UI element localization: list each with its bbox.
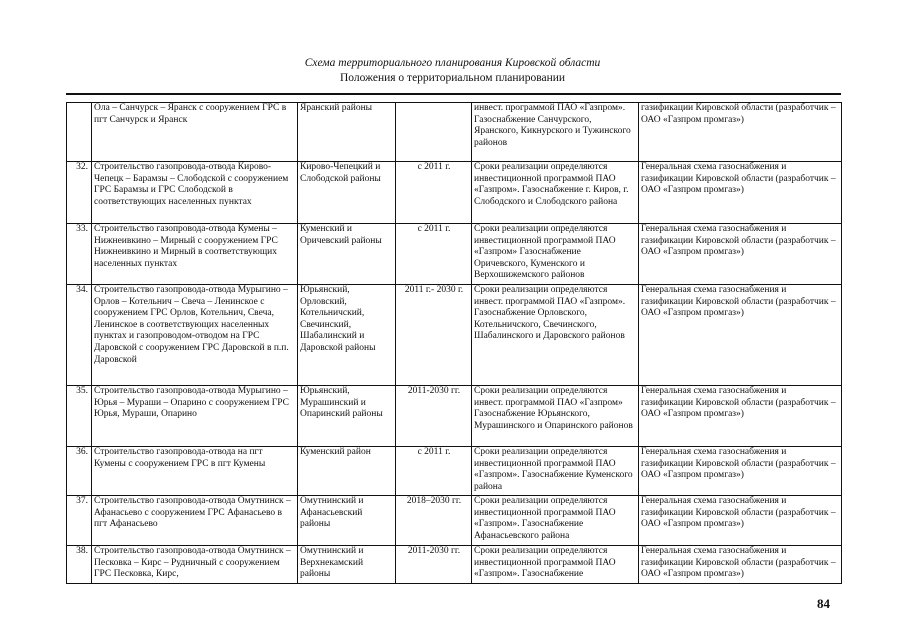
table-row: [67, 546, 842, 584]
row-number: [67, 103, 92, 162]
row-districts: Яранский районы: [298, 103, 396, 162]
row-terms: Сроки реализации определяются инвестиционной программой ПАО «Газпром». Газоснабжение: [472, 546, 639, 584]
row-terms: Сроки реализации определяются инвестиционной программой ПАО «Газпром». Газоснабжение Куменского района: [472, 447, 639, 496]
row-basis: газификации Кировской области (разработчик – ОАО «Газпром промгаз»): [639, 103, 842, 162]
table-row: [67, 224, 842, 285]
row-object: Строительство газопровода-отвода Омутнинск – Афанасьево с сооружением ГРС Афанасьево в пгт Афанасьево: [92, 496, 298, 546]
row-date: с 2011 г.: [396, 224, 472, 285]
document-header: [0, 56, 905, 86]
row-number: 34.: [67, 285, 92, 386]
row-basis: Генеральная схема газоснабжения и газификации Кировской области (разработчик – ОАО «Газпром промгаз»): [639, 546, 842, 584]
row-date: с 2011 г.: [396, 162, 472, 224]
row-districts: Юрьянский, Мурашинский и Опаринский районы: [298, 386, 396, 447]
row-date: с 2011 г.: [396, 447, 472, 496]
row-districts: Куменский район: [298, 447, 396, 496]
row-basis: Генеральная схема газоснабжения и газификации Кировской области (разработчик – ОАО «Газпром промгаз»): [639, 496, 842, 546]
row-districts: Куменский и Оричевский районы: [298, 224, 396, 285]
page-number: 84: [817, 596, 830, 611]
row-basis: Генеральная схема газоснабжения и газификации Кировской области (разработчик – ОАО «Газпром промгаз»): [639, 285, 842, 386]
row-number: 36.: [67, 447, 92, 496]
row-object: Строительство газопровода-отвода Омутнинск – Песковка – Кирс – Рудничный с сооружением ГРС Песковка, Кирс,: [92, 546, 298, 584]
table-row: [67, 103, 842, 162]
table-row: [67, 447, 842, 496]
table-row: [67, 162, 842, 224]
row-terms: Сроки реализации определяются инвестиционной программой ПАО «Газпром» Газоснабжение Оричевского, Куменского и Верхошижемского районов: [472, 224, 639, 285]
row-object: Строительство газопровода-отвода Кумены – Нижнеивкино – Мирный с сооружением ГРС Нижнеивкино и Мирный в соответствующих населенных пунктах: [92, 224, 298, 285]
row-number: 32.: [67, 162, 92, 224]
row-terms: Сроки реализации определяются инвестиционной программой ПАО «Газпром». Газоснабжение г. Киров, г. Слободского и Слободского района: [472, 162, 639, 224]
row-date: 2018–2030 гг.: [396, 496, 472, 546]
row-basis: Генеральная схема газоснабжения и газификации Кировской области (разработчик – ОАО «Газпром промгаз»): [639, 386, 842, 447]
row-districts: Кирово-Чепецкий и Слободской районы: [298, 162, 396, 224]
row-basis: Генеральная схема газоснабжения и газификации Кировской области (разработчик – ОАО «Газпром промгаз»): [639, 162, 842, 224]
row-basis: Генеральная схема газоснабжения и газификации Кировской области (разработчик – ОАО «Газпром промгаз»): [639, 447, 842, 496]
header-rule: [66, 93, 841, 95]
row-districts: Юрьянский, Орловский, Котельничский, Свечинский, Шабалинский и Даровской районы: [298, 285, 396, 386]
row-date: [396, 103, 472, 162]
row-date: 2011 г.- 2030 г.: [396, 285, 472, 386]
row-object: Строительство газопровода-отвода на пгт Кумены с сооружением ГРС в пгт Кумены: [92, 447, 298, 496]
row-date: 2011-2030 гг.: [396, 386, 472, 447]
row-number: 33.: [67, 224, 92, 285]
row-object: Строительство газопровода-отвода Мурыгино – Юрья – Мураши – Опарино с сооружением ГРС Юрья, Мураши, Опарино: [92, 386, 298, 447]
document-title: Схема территориального планирования Кировской области: [304, 57, 601, 69]
table-row: [67, 496, 842, 546]
row-object: Строительство газопровода-отвода Кирово-Чепецк – Барамзы – Слободской с сооружением ГРС Барамзы и ГРС Слободской в соответствующих населенных пунктах: [92, 162, 298, 224]
row-object: Строительство газопровода-отвода Мурыгино – Орлов – Котельнич – Свеча – Ленинское с сооружением ГРС Орлов, Котельнич, Свеча, Ленинское в соответствующих населенных пунктах и газопроводом-отводом на ГРС Даровской с сооружением ГРС Даровской в п.п. Даровской: [92, 285, 298, 386]
row-number: 38.: [67, 546, 92, 584]
row-basis: Генеральная схема газоснабжения и газификации Кировской области (разработчик – ОАО «Газпром промгаз»): [639, 224, 842, 285]
row-number: 35.: [67, 386, 92, 447]
row-terms: Сроки реализации определяются инвестиционной программой ПАО «Газпром». Газоснабжение Афанасьевского района: [472, 496, 639, 546]
row-districts: Омутнинский и Верхнекамский районы: [298, 546, 396, 584]
objects-table: [66, 102, 842, 584]
document-subtitle: Положения о территориальном планировании: [339, 72, 566, 84]
row-terms: инвест. программой ПАО «Газпром». Газоснабжение Санчурского, Яранского, Кикнурского и Тужинского районов: [472, 103, 639, 162]
row-date: 2011-2030 гг.: [396, 546, 472, 584]
row-districts: Омутнинский и Афанасьевский районы: [298, 496, 396, 546]
table-row: [67, 285, 842, 386]
row-terms: Сроки реализации определяются инвест. программой ПАО «Газпром». Газоснабжение Орловского, Котельничского, Свечинского, Шабалинского и Даровского районов: [472, 285, 639, 386]
row-number: 37.: [67, 496, 92, 546]
row-terms: Сроки реализации определяются инвест. программой ПАО «Газпром» Газоснабжение Юрьянского, Мурашинского и Опаринского районов: [472, 386, 639, 447]
row-object: Ола – Санчурск – Яранск с сооружением ГРС в пгт Санчурск и Яранск: [92, 103, 298, 162]
table-row: [67, 386, 842, 447]
